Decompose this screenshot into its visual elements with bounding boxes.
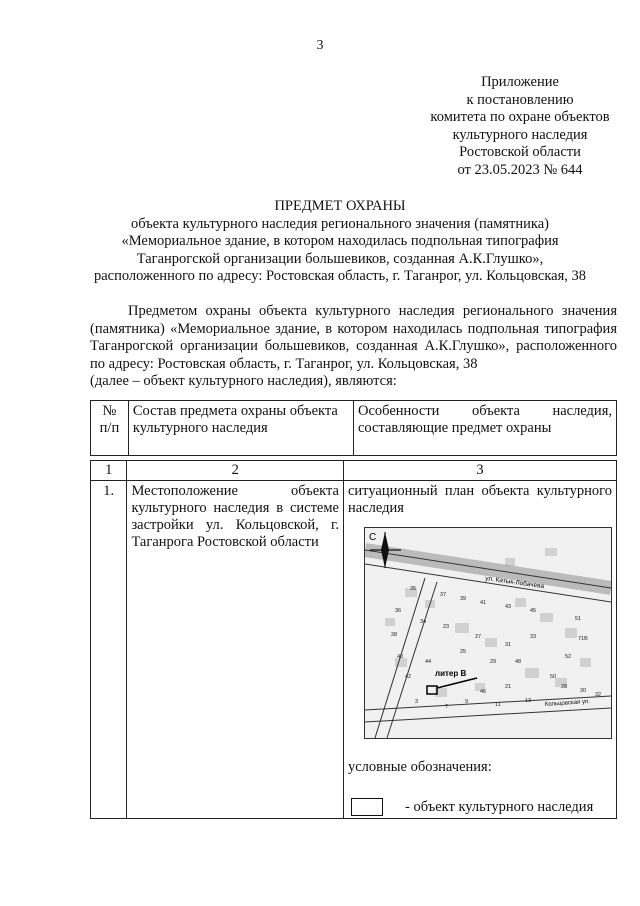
page-number: 3 — [316, 38, 324, 53]
legend-item-label: - объект культурного наследия — [404, 798, 594, 815]
legend-symbol-box — [351, 798, 383, 816]
svg-text:21: 21 — [504, 684, 512, 690]
title-line: Таганрогской организации большевиков, созданная А.К.Глушко», — [136, 250, 544, 267]
title-line: объекта культурного наследия регионального значения (памятника) — [130, 215, 550, 232]
map-compass: С — [368, 532, 377, 543]
svg-text:3: 3 — [414, 699, 419, 705]
column-number: 1 — [91, 461, 127, 481]
svg-text:31: 31 — [504, 642, 512, 648]
appendix-line: культурного наследия — [452, 126, 588, 143]
svg-text:52: 52 — [564, 654, 572, 660]
svg-text:44: 44 — [424, 659, 432, 665]
header-table — [90, 400, 617, 456]
legend-item — [348, 798, 612, 816]
svg-text:46: 46 — [479, 689, 487, 695]
map-street-label: Кольцовская ул. — [544, 698, 591, 708]
svg-text:28: 28 — [560, 684, 568, 690]
svg-text:25: 25 — [459, 649, 467, 655]
svg-text:35: 35 — [409, 586, 417, 592]
svg-text:48: 48 — [514, 659, 522, 665]
row-features-cell — [343, 481, 616, 819]
row-number: 1. — [91, 481, 127, 819]
title-line: «Мемориальное здание, в котором находилась подпольная типография — [121, 233, 559, 250]
svg-text:50: 50 — [549, 674, 557, 680]
appendix-line: к постановлению — [466, 91, 574, 108]
intro-paragraph — [90, 303, 617, 391]
map-drawing — [365, 528, 611, 738]
column-number: 3 — [343, 461, 616, 481]
svg-text:37: 37 — [439, 592, 447, 598]
legend-title: условные обозначения: — [347, 759, 492, 775]
table-row — [91, 481, 617, 819]
svg-text:11: 11 — [494, 702, 501, 708]
svg-text:34: 34 — [419, 619, 427, 625]
svg-text:9: 9 — [464, 699, 469, 705]
svg-text:42: 42 — [404, 674, 412, 680]
svg-text:40: 40 — [396, 654, 404, 660]
document-title — [60, 198, 620, 286]
title-line: расположенного по адресу: Ростовская область, г. Таганрог, ул. Кольцовская, 38 — [93, 268, 587, 285]
svg-text:32: 32 — [594, 692, 602, 698]
svg-text:30: 30 — [579, 688, 587, 694]
svg-text:27: 27 — [474, 634, 482, 640]
svg-text:41: 41 — [479, 600, 487, 606]
appendix-line: комитета по охране объектов — [430, 109, 610, 126]
svg-text:7: 7 — [444, 704, 449, 710]
header-composition: Состав предмета охраны объекта культурного наследия — [128, 401, 353, 456]
situational-map — [364, 527, 612, 739]
svg-text:43: 43 — [504, 604, 512, 610]
row-features: ситуационный план объекта культурного наследия — [347, 483, 612, 516]
svg-text:36: 36 — [394, 608, 402, 614]
header-features: Особенности объекта наследия, составляющие предмет охраны — [354, 401, 617, 456]
header-num: № п/п — [91, 401, 129, 456]
row-composition: Местоположение объекта культурного наследия в системе застройки ул. Кольцовской, г. Таганрога Ростовской области — [127, 481, 344, 819]
svg-text:45: 45 — [529, 608, 537, 614]
appendix-line: Приложение — [481, 74, 559, 90]
svg-text:39: 39 — [459, 596, 467, 602]
svg-text:38: 38 — [390, 632, 398, 638]
appendix-line: от 23.05.2023 № 644 — [457, 161, 583, 178]
title-heading: ПРЕДМЕТ ОХРАНЫ — [274, 198, 406, 214]
svg-text:33: 33 — [529, 634, 537, 640]
column-number-row — [91, 461, 617, 481]
appendix-line: Ростовской области — [459, 144, 581, 161]
svg-text:13: 13 — [524, 698, 532, 704]
svg-text:29: 29 — [489, 659, 497, 665]
intro-text: Предметом охраны объекта культурного наследия регионального значения (памятника) «Мемориальное здание, в котором находилась подпольная типография Таганрогской организации большевиков, созданная А.К.Глушко», расположенного по адресу: Ростовская область, г. Таганрог, ул. Кольцовская, 38 — [90, 303, 617, 372]
appendix-block — [420, 74, 620, 180]
map-marker-label: литер В — [434, 669, 467, 678]
svg-text:71В: 71В — [577, 636, 588, 642]
svg-text:23: 23 — [442, 624, 450, 630]
content-table — [90, 460, 617, 819]
column-number: 2 — [127, 461, 344, 481]
map-street-label: ул. Катык-Лобачева — [484, 575, 545, 591]
intro-last-line: (далее – объект культурного наследия), являются: — [90, 373, 397, 390]
svg-text:51: 51 — [574, 616, 582, 622]
